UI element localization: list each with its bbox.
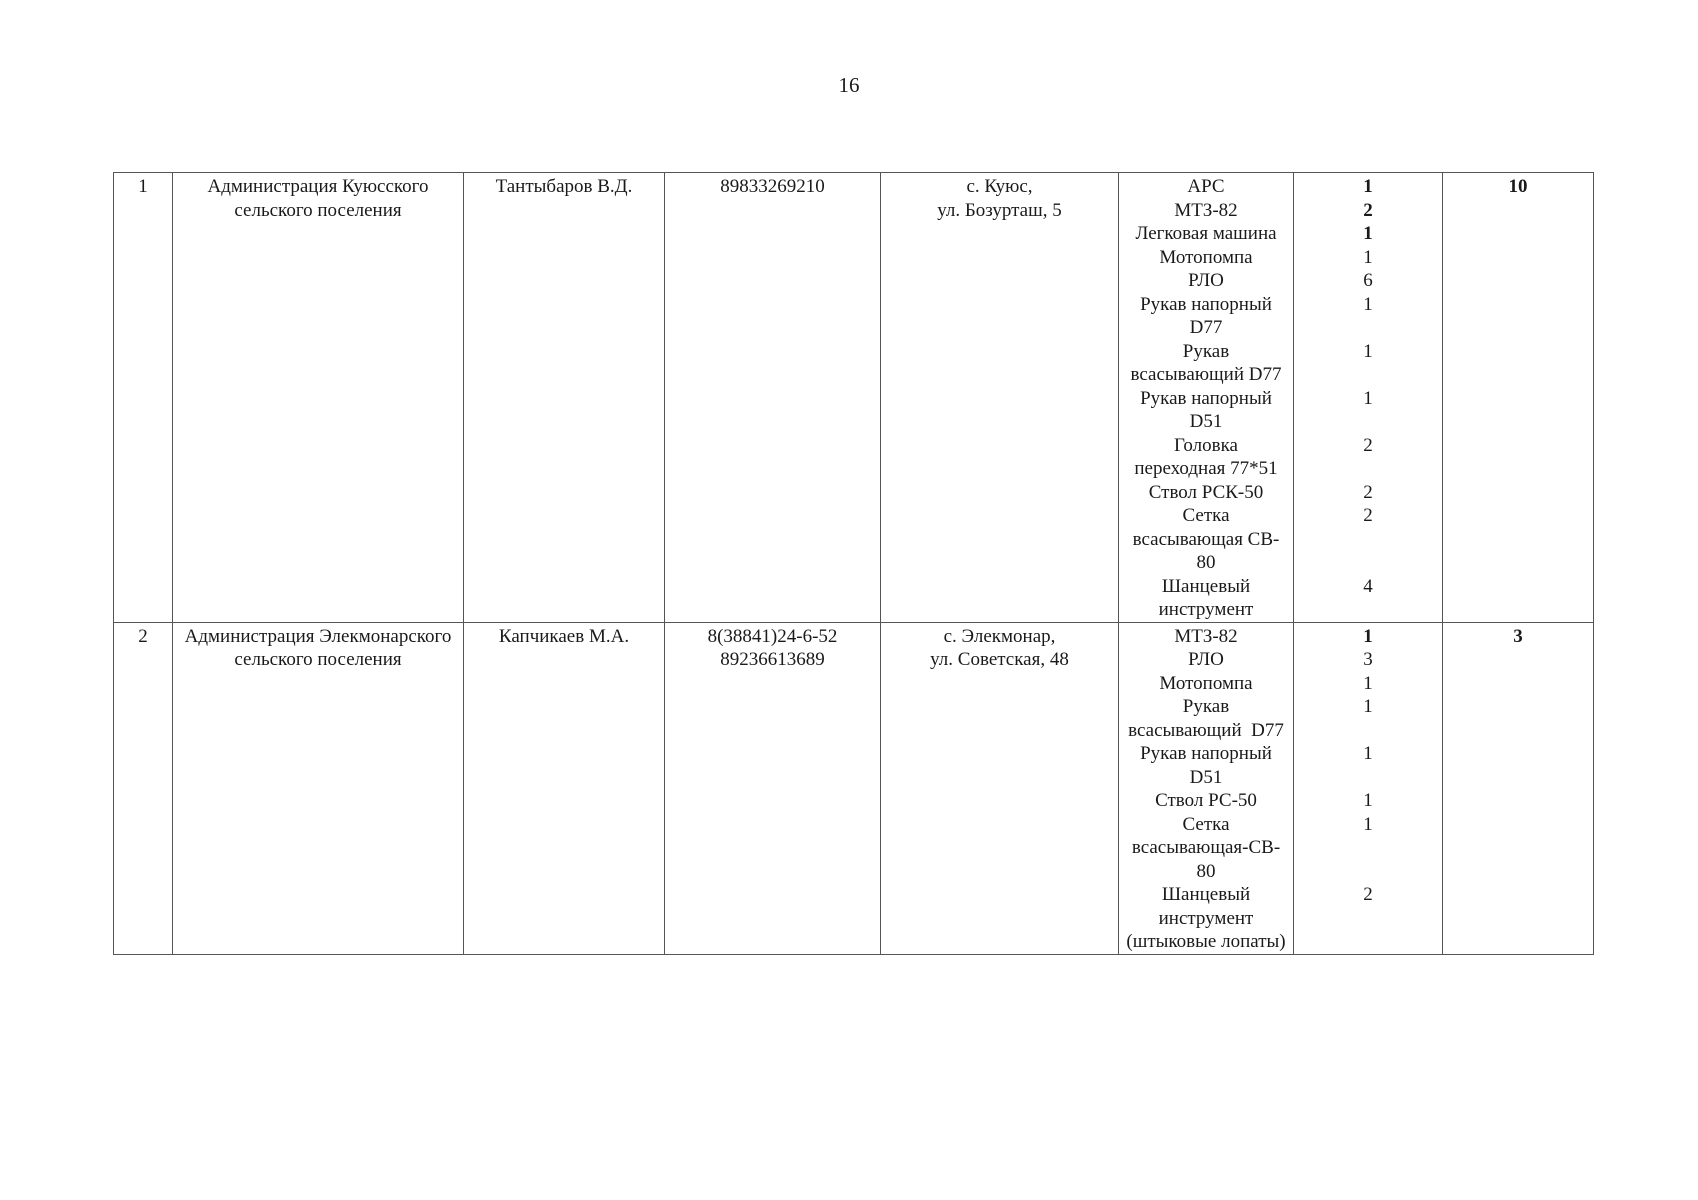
table-row (114, 622, 1594, 954)
equipment-quantity: 6 (1363, 270, 1373, 291)
responsible-person: Тантыбаров В.Д. (495, 176, 633, 197)
equipment-item (1121, 504, 1291, 575)
equipment-name: D51 (1189, 766, 1223, 788)
organization-name: Администрация Куюсского (207, 176, 429, 197)
equipment-name: всасывающая-СВ- (1131, 837, 1281, 858)
equipment-quantity: 1 (1363, 387, 1373, 409)
organization-name: сельского поселения (234, 649, 402, 670)
equipment-quantity: 1 (1363, 672, 1373, 694)
total-cell (1443, 622, 1594, 954)
equipment-cell (1119, 622, 1294, 954)
equipment-item (1121, 813, 1291, 884)
row-number: 1 (138, 176, 148, 197)
equipment-item (1121, 883, 1291, 954)
equipment-item (1121, 789, 1291, 813)
equipment-name: Ствол РС-50 (1155, 790, 1257, 811)
total-count: 3 (1513, 625, 1523, 647)
equipment-name: Шанцевый (1161, 884, 1251, 905)
equipment-name: Рукав (1182, 340, 1230, 362)
equipment-quantity-block (1296, 269, 1440, 293)
total-cell (1443, 173, 1594, 623)
equipment-quantity: 1 (1363, 625, 1373, 647)
equipment-item (1121, 672, 1291, 696)
equipment-quantity-block (1296, 625, 1440, 649)
equipment-item (1121, 293, 1291, 340)
equipment-item (1121, 648, 1291, 672)
equipment-item (1121, 625, 1291, 649)
equipment-item (1121, 222, 1291, 246)
equipment-item (1121, 575, 1291, 622)
organization-name: Администрация Элекмонарского (184, 625, 452, 647)
equipment-quantity: 2 (1363, 505, 1373, 526)
equipment-quantity-block (1296, 789, 1440, 813)
address-cell (881, 173, 1119, 623)
equipment-name: МТЗ-82 (1174, 625, 1238, 647)
equipment-quantity-block (1296, 481, 1440, 505)
equipment-quantity: 1 (1363, 223, 1373, 244)
total-count: 10 (1508, 176, 1528, 197)
equipment-quantity-block (1296, 222, 1440, 246)
quantity-cell (1294, 622, 1443, 954)
organization-cell (173, 173, 464, 623)
equipment-quantity-block (1296, 199, 1440, 223)
equipment-name: Рукав напорный (1140, 387, 1272, 409)
equipment-quantity-block (1296, 672, 1440, 696)
equipment-name: РЛО (1188, 270, 1224, 291)
equipment-name: Мотопомпа (1159, 246, 1253, 268)
equipment-quantity-block (1296, 340, 1440, 387)
equipment-quantity: 3 (1363, 649, 1373, 670)
equipment-quantity: 2 (1363, 434, 1373, 456)
equipment-name: РЛО (1188, 649, 1224, 670)
person-cell (464, 622, 665, 954)
phone-number: 89833269210 (720, 176, 825, 197)
equipment-quantity: 1 (1363, 743, 1373, 764)
equipment-name: Сетка (1182, 505, 1230, 526)
equipment-name: D77 (1189, 317, 1223, 338)
equipment-quantity: 1 (1363, 696, 1373, 717)
phone-number: 89236613689 (720, 649, 825, 670)
equipment-name: всасывающая СВ- (1132, 528, 1280, 550)
person-cell (464, 173, 665, 623)
equipment-quantity-block (1296, 387, 1440, 434)
responsible-person: Капчикаев М.А. (498, 625, 630, 647)
equipment-name: Рукав напорный (1140, 293, 1272, 315)
equipment-quantity-block (1296, 742, 1440, 789)
equipment-quantity-block (1296, 648, 1440, 672)
equipment-item (1121, 269, 1291, 293)
equipment-name: Шанцевый (1161, 575, 1251, 597)
page-number: 16 (838, 73, 860, 97)
equipment-quantity: 1 (1363, 340, 1373, 362)
table-row (114, 173, 1594, 623)
address: с. Элекмонар, (943, 625, 1056, 647)
row-number: 2 (138, 625, 148, 647)
equipment-quantity: 1 (1363, 813, 1373, 835)
equipment-name: 80 (1196, 552, 1216, 573)
equipment-name: D51 (1189, 411, 1223, 432)
quantity-cell (1294, 173, 1443, 623)
equipment-quantity: 2 (1363, 481, 1373, 503)
phone-cell (665, 622, 881, 954)
equipment-name: Рукав (1182, 696, 1230, 717)
table-body (114, 173, 1594, 955)
equipment-quantity: 1 (1363, 246, 1373, 268)
equipment-item (1121, 434, 1291, 481)
equipment-item (1121, 199, 1291, 223)
equipment-item (1121, 246, 1291, 270)
equipment-cell (1119, 173, 1294, 623)
equipment-item (1121, 387, 1291, 434)
equipment-quantity: 1 (1363, 293, 1373, 315)
equipment-name: всасывающий D77 (1130, 364, 1282, 385)
equipment-name: Ствол РСК-50 (1148, 481, 1264, 503)
phone-number: 8(38841)24-6-52 (707, 625, 838, 647)
equipment-quantity-block (1296, 575, 1440, 622)
equipment-name: АРС (1187, 176, 1225, 197)
equipment-quantity: 2 (1363, 884, 1373, 905)
equipment-name: Сетка (1182, 813, 1230, 835)
equipment-name: Мотопомпа (1159, 672, 1253, 694)
equipment-quantity-block (1296, 434, 1440, 481)
equipment-table (113, 172, 1594, 955)
equipment-item (1121, 742, 1291, 789)
equipment-quantity-block (1296, 883, 1440, 954)
equipment-quantity-block (1296, 504, 1440, 575)
equipment-quantity: 2 (1363, 199, 1373, 221)
equipment-quantity-block (1296, 175, 1440, 199)
equipment-name: Легковая машина (1135, 223, 1277, 244)
equipment-item (1121, 481, 1291, 505)
row-number-cell (114, 173, 173, 623)
address-cell (881, 622, 1119, 954)
equipment-quantity: 4 (1363, 575, 1373, 597)
equipment-name: МТЗ-82 (1174, 199, 1238, 221)
equipment-name: Рукав напорный (1140, 743, 1272, 764)
equipment-name: всасывающий D77 (1128, 719, 1284, 741)
equipment-name: инструмент (1158, 599, 1254, 620)
organization-cell (173, 622, 464, 954)
equipment-name: переходная 77*51 (1134, 458, 1278, 479)
equipment-item (1121, 175, 1291, 199)
row-number-cell (114, 622, 173, 954)
equipment-item (1121, 695, 1291, 742)
equipment-quantity: 1 (1363, 176, 1373, 197)
address: ул. Советская, 48 (930, 649, 1069, 670)
equipment-name: 80 (1196, 860, 1216, 882)
equipment-quantity-block (1296, 246, 1440, 270)
equipment-item (1121, 340, 1291, 387)
address: с. Куюс, (966, 176, 1033, 197)
equipment-name: инструмент (1158, 907, 1254, 929)
equipment-quantity-block (1296, 813, 1440, 884)
equipment-quantity-block (1296, 695, 1440, 742)
address: ул. Бозурташ, 5 (937, 199, 1062, 221)
equipment-quantity: 1 (1363, 790, 1373, 811)
equipment-name: Головка (1174, 434, 1238, 456)
equipment-name: (штыковые лопаты) (1126, 931, 1286, 952)
equipment-quantity-block (1296, 293, 1440, 340)
organization-name: сельского поселения (234, 199, 402, 221)
phone-cell (665, 173, 881, 623)
